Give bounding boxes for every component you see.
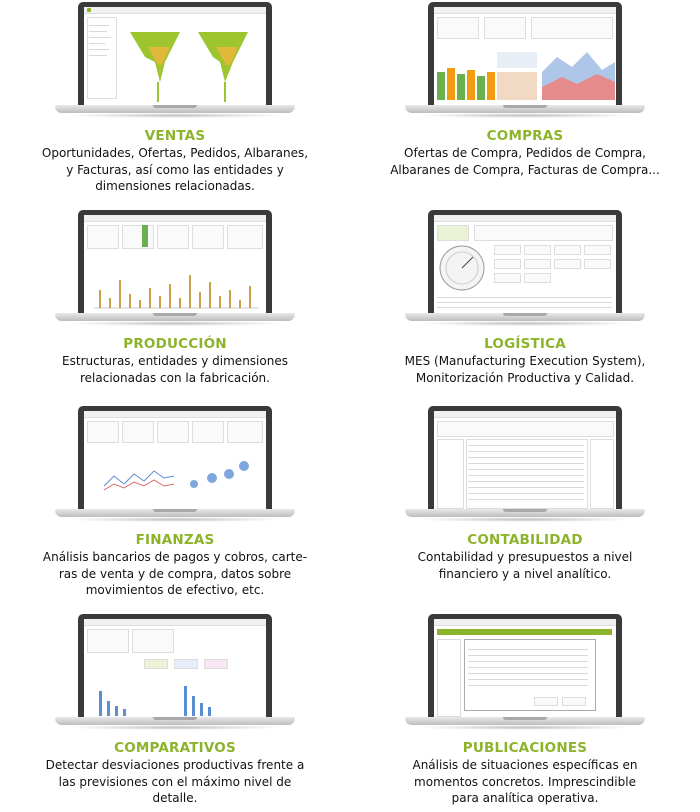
- section-description: Análisis de situaciones específicas en momentos concretos. Imprescindible para analítica operativa.: [412, 758, 638, 805]
- section-description: Detectar desviaciones productivas frente a las previsiones con el máximo nivel de detalle.: [45, 758, 305, 805]
- card-logistica: [350, 208, 700, 408]
- laptop-mockup: [405, 612, 645, 732]
- section-description: Ofertas de Compra, Pedidos de Compra, Albaranes de Compra, Facturas de Compra...: [390, 146, 660, 177]
- card-comparativos: [0, 612, 350, 812]
- section-description: Análisis bancarios de pagos y cobros, carte- ras de venta y de compra, datos sobre movimientos de efectivo, etc.: [42, 550, 308, 597]
- laptop-mockup: [55, 612, 295, 732]
- dashboard-screenshot: [84, 619, 266, 718]
- section-title: COMPRAS: [486, 128, 564, 144]
- card-publicaciones: [350, 612, 700, 812]
- section-description: Estructuras, entidades y dimensiones relacionadas con la fabricación.: [62, 354, 288, 385]
- laptop-mockup: [55, 208, 295, 328]
- section-description: MES (Manufacturing Execution System), Monitorización Productiva y Calidad.: [404, 354, 646, 385]
- card-ventas: [0, 0, 350, 200]
- laptop-mockup: [55, 0, 295, 120]
- dashboard-screenshot: [434, 215, 616, 314]
- laptop-mockup: [405, 208, 645, 328]
- laptop-mockup: [405, 0, 645, 120]
- section-title: VENTAS: [144, 128, 206, 144]
- section-title: COMPARATIVOS: [114, 740, 236, 756]
- dashboard-screenshot: [84, 7, 266, 106]
- section-description: Contabilidad y presupuestos a nivel financiero y a nivel analítico.: [417, 550, 633, 581]
- laptop-mockup: [55, 404, 295, 524]
- card-compras: [350, 0, 700, 200]
- section-title: FINANZAS: [135, 532, 215, 548]
- dashboard-screenshot: [84, 215, 266, 314]
- card-contabilidad: [350, 404, 700, 604]
- card-finanzas: [0, 404, 350, 604]
- dashboard-screenshot: [434, 411, 616, 510]
- section-title: PRODUCCIÓN: [123, 336, 227, 352]
- section-title: CONTABILIDAD: [467, 532, 583, 548]
- laptop-mockup: [405, 404, 645, 524]
- dashboard-screenshot: [434, 619, 616, 718]
- section-title: PUBLICACIONES: [462, 740, 588, 756]
- dashboard-screenshot: [434, 7, 616, 106]
- section-title: LOGÍSTICA: [484, 336, 566, 352]
- card-produccion: [0, 208, 350, 408]
- section-description: Oportunidades, Ofertas, Pedidos, Albaranes, y Facturas, así como las entidades y dimensiones relacionadas.: [41, 146, 309, 193]
- dashboard-screenshot: [84, 411, 266, 510]
